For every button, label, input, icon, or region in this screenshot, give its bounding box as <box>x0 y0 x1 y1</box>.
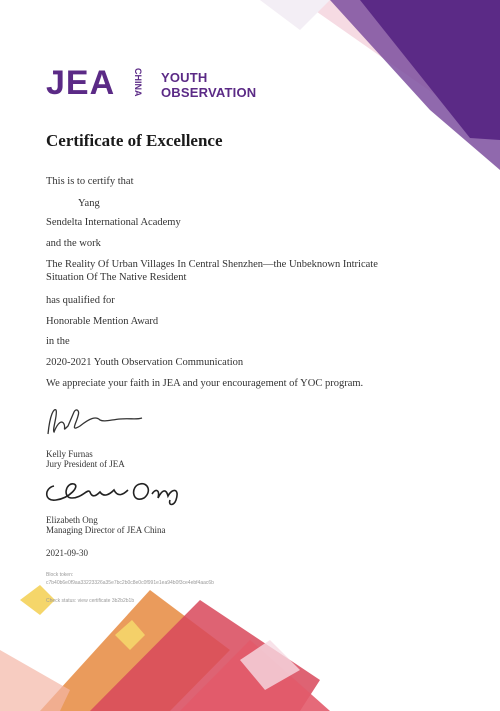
yoc-line1: YOUTH <box>161 70 208 85</box>
signatory-2-name: Elizabeth Ong <box>46 515 98 525</box>
signature-kelly-furnas <box>40 402 150 442</box>
block-token-label: Block token: <box>46 572 74 578</box>
signatory-2-role: Managing Director of JEA China <box>46 525 166 535</box>
yoc-line2: OBSERVATION <box>161 85 257 100</box>
school-name: Sendelta International Academy <box>46 217 181 228</box>
deco-peach <box>0 650 70 711</box>
certify-line: This is to certify that <box>46 176 134 187</box>
qualified-line: has qualified for <box>46 295 115 306</box>
issue-date: 2021-09-30 <box>46 548 88 558</box>
in-the-line: in the <box>46 336 70 347</box>
work-title: The Reality Of Urban Villages In Central Shenzhen—the Unbeknown Intricate Situation Of The Native Resident <box>46 259 378 283</box>
certificate-title: Certificate of Excellence <box>46 131 223 150</box>
deco-purple-dark <box>360 0 500 140</box>
signatory-1-name: Kelly Furnas <box>46 449 93 459</box>
youth-observation-logo <box>161 70 291 100</box>
award-name: Honorable Mention Award <box>46 316 159 327</box>
block-token-hash: c7b40b6e0f9aa33223326a35e7bc2b0c8e0c0f991e1ea94b0f3ce4ebf4aac6b <box>46 580 214 586</box>
and-work-line: and the work <box>46 238 101 249</box>
jea-logo-china: CHINA <box>133 68 143 97</box>
deco-faint-triangle <box>260 0 330 30</box>
signatory-1-role: Jury President of JEA <box>46 459 125 469</box>
jea-logo: JEA <box>46 64 116 102</box>
recipient-name: Yang <box>78 198 100 209</box>
appreciation-line: We appreciate your faith in JEA and your encouragement of YOC program. <box>46 378 364 389</box>
signature-elizabeth-ong <box>40 476 190 510</box>
check-status: Check status: view certificate 3b2b2b1b <box>46 598 135 604</box>
event-name: 2020-2021 Youth Observation Communication <box>46 357 244 368</box>
